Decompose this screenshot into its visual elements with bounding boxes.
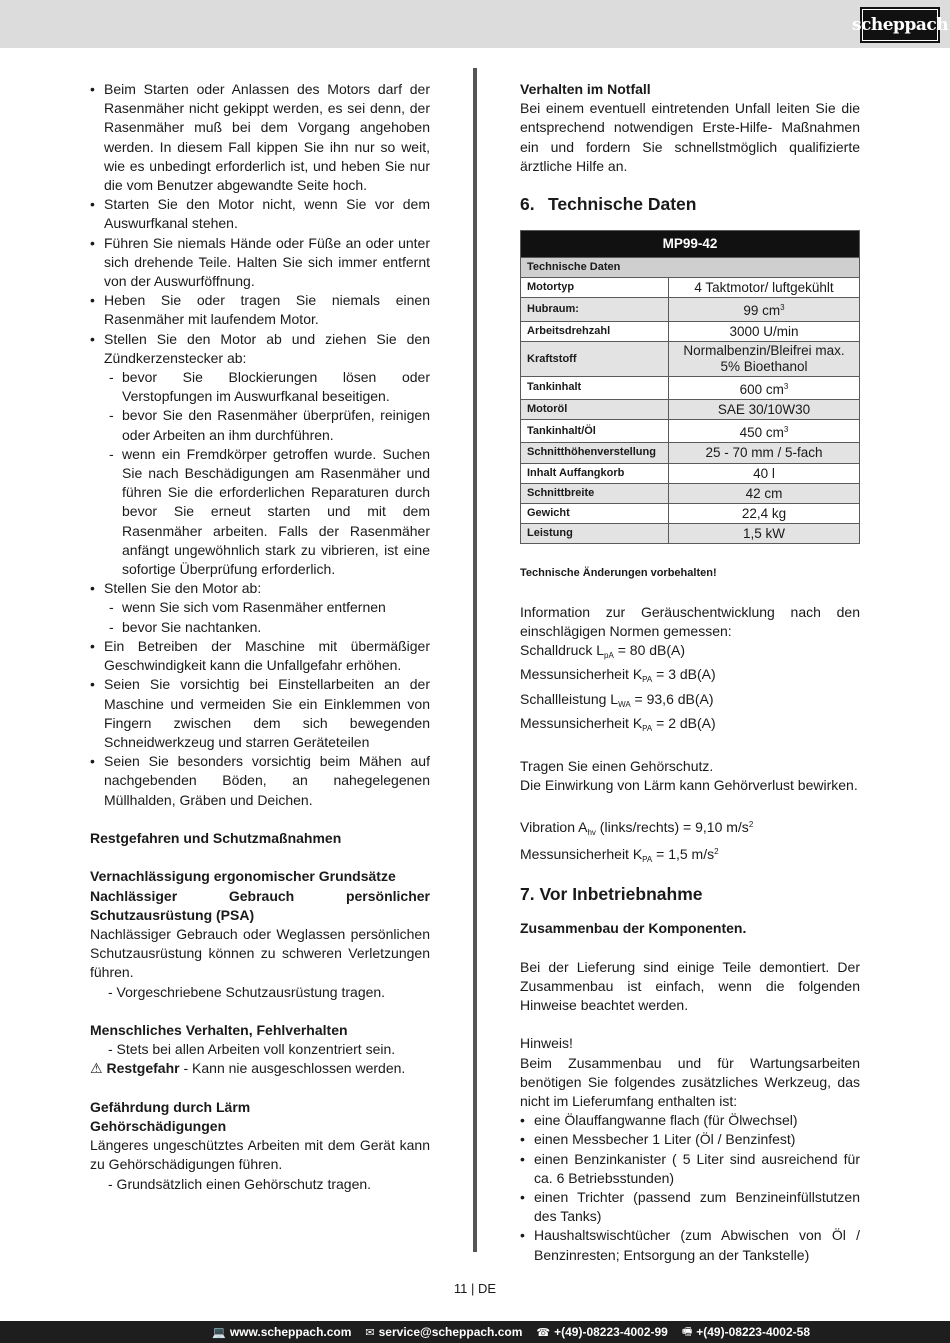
sub-list-item: - bevor Sie nachtanken. (104, 618, 430, 637)
sub-list-item: - wenn Sie sich vom Rasenmäher entfernen (104, 598, 430, 617)
hint-text: Beim Zusammenbau und für Wartungsarbeiten benötigen Sie folgendes zusätzliches Werkzeug, das nicht im Lieferumfang enthalten ist: (520, 1054, 860, 1110)
noise-instruction: - Grundsätzlich einen Gehörschutz tragen. (108, 1175, 372, 1192)
list-item: • einen Benzinkanister ( 5 Liter sind ausreichend für ca. 6 Betriebsstunden) (520, 1150, 860, 1188)
footer-fax: 🖷 +(49)-08223-4002-58 (682, 1323, 810, 1342)
table-row: Leistung 1,5 kW (521, 524, 860, 544)
list-item: • Stellen Sie den Motor ab und ziehen Sie den Zündkerzenstecker ab: - bevor Sie Blockierungen lösen oder Verstopfungen im Auswurfkanal beseitigen. - bevor Sie den Rasenmäher überprüfen, reinigen oder Arbeiten an ihm durchführen. - wenn ein Fremdkörper getroffen wurde. Suchen Sie nach Beschädigungen am Rasenmäher und führen Sie die erforderlichen Reparaturen durch bevor Sie erneut starten und mit dem Rasenmäher arbeiten. Falls der Rasenmäher anfängt ungewöhnlich stark zu vibrieren, ist eine sofortige Überprüfung erforderlich. (90, 330, 430, 580)
footer-email[interactable]: ✉ service@scheppach.com (365, 1325, 523, 1339)
table-row: Gewicht 22,4 kg (521, 504, 860, 524)
ergonomics-heading: Vernachlässigung ergonomischer Grundsätze (90, 868, 396, 885)
table-row: Motoröl SAE 30/10W30 (521, 400, 860, 420)
table-row: Tankinhalt 600 $cm^3$ (521, 376, 860, 399)
human-behaviour-heading: Menschliches Verhalten, Fehlverhalten (90, 1021, 348, 1038)
measurement-line: Schallleistung $L_{WA} = 93,6$ dB(A) (520, 690, 714, 709)
list-item: • eine Ölauffangwanne flach (für Ölwechsel) (520, 1111, 860, 1130)
human-behaviour-instruction: - Stets bei allen Arbeiten voll konzentriert sein. (108, 1041, 396, 1058)
measurement-line: Schalldruck $L_{pA} = 80$ dB(A) (520, 642, 686, 661)
psa-heading: Nachlässiger Gebrauch persönlicher Schutzausrüstung (PSA) (90, 887, 430, 923)
sub-list (104, 368, 430, 579)
measurement-line: Messunsicherheit $K_{PA} = 3$ dB(A) (520, 666, 716, 685)
vibration-uncertainty-line: Messunsicherheit $K_{PA} = 1,5$ $m/s^2$ (520, 846, 719, 865)
hearing-protection-text: Tragen Sie einen Gehörschutz. (520, 758, 714, 775)
list-item: • Starten Sie den Motor nicht, wenn Sie vor dem Auswurfkanal stehen. (90, 195, 430, 233)
tech-changes-note: Technische Änderungen vorbehalten! (520, 567, 717, 580)
sub-list (104, 598, 430, 636)
scheppach-logo: scheppach (860, 7, 940, 43)
table-row: Motortyp 4 Taktmotor/ luftgekühlt (521, 278, 860, 298)
psa-text: Nachlässiger Gebrauch oder Weglassen persönlichen Schutzausrüstung können zu schweren Verletzungen führen. (90, 925, 430, 981)
fax-icon: 🖷 (681, 1325, 693, 1338)
warning-triangle-icon: ⚠ (90, 1060, 103, 1077)
table-title: MP99-42 (521, 231, 860, 258)
list-item: • Beim Starten oder Anlassen des Motors darf der Rasenmäher nicht gekippt werden, es sei denn, der Rasenmäher muß bei dem Vorgang angehoben werden. In diesem Fall kippen Sie ihn nur so weit, wie es unbedingt erforderlich ist, und heben Sie nur die vom Benutzer abgewandte Seite hoch. (90, 80, 430, 195)
residual-risk-line: ⚠ Restgefahr - Kann nie ausgeschlossen werden. (90, 1060, 406, 1077)
list-item: • Stellen Sie den Motor ab: - wenn Sie sich vom Rasenmäher entfernen - bevor Sie nachtanken. (90, 579, 430, 637)
hearing-damage-heading: Gehörschädigungen (90, 1117, 227, 1134)
list-item: • Ein Betreiben der Maschine mit übermäßiger Geschwindigkeit kann die Unfallgefahr erhöhen. (90, 637, 430, 675)
measurement-line: Messunsicherheit $K_{PA} = 2$ dB(A) (520, 714, 716, 733)
phone-icon: ☎ (536, 1326, 551, 1339)
table-row: Inhalt Auffangkorb 40 l (521, 463, 860, 483)
list-item: • einen Messbecher 1 Liter (Öl / Benzinfest) (520, 1130, 860, 1149)
table-row: Schnittbreite 42 cm (521, 483, 860, 503)
list-item: • Seien Sie besonders vorsichtig beim Mähen auf nachgebenden Böden, an nahegelegenen Müllhalden, Gräben und Deichen. (90, 752, 430, 810)
sub-list-item: - bevor Sie Blockierungen lösen oder Verstopfungen im Auswurfkanal beseitigen. (104, 368, 430, 406)
header-bar (0, 0, 950, 48)
sub-list-item: - bevor Sie den Rasenmäher überprüfen, reinigen oder Arbeiten an ihm durchführen. (104, 406, 430, 444)
table-row: Kraftstoff Normalbenzin/Bleifrei max. 5% Bioethanol (521, 341, 860, 376)
footer-phone: ☎ +(49)-08223-4002-99 (536, 1325, 668, 1339)
technical-data-table (520, 230, 860, 544)
computer-icon: 💻 (212, 1326, 226, 1339)
list-item: • einen Trichter (passend zum Benzineinfüllstutzen des Tanks) (520, 1188, 860, 1226)
section-6-heading: 6. Technische Daten (520, 194, 697, 215)
left-column (90, 80, 430, 1194)
table-row: Arbeitsdrehzahl 3000 U/min (521, 321, 860, 341)
vibration-line: Vibration $A_{hv}$ (links/rechts) = 9,10 $m/s^2$ (520, 818, 754, 837)
noise-hazard-heading: Gefährdung durch Lärm (90, 1098, 251, 1115)
mail-icon: ✉ (365, 1326, 375, 1339)
list-item: • Heben Sie oder tragen Sie niemals einen Rasenmäher mit laufendem Motor. (90, 291, 430, 329)
list-item: • Haushaltswischtücher (zum Abwischen von Öl / Benzinresten; Entsorgung an der Tankstelle) (520, 1226, 860, 1264)
assembly-text: Bei der Lieferung sind einige Teile demontiert. Der Zusammenbau ist einfach, wenn die folgenden Hinweise beachtet werden. (520, 958, 860, 1014)
residual-risks-heading: Restgefahren und Schutzmaßnahmen (90, 829, 342, 846)
noise-effect-text: Die Einwirkung von Lärm kann Gehörverlust bewirken. (520, 777, 858, 794)
section-7-heading: 7. Vor Inbetriebnahme (520, 884, 703, 905)
footer-website[interactable]: 💻 www.scheppach.com (212, 1325, 352, 1339)
table-row: Schnitthöhenverstellung 25 - 70 mm / 5-fach (521, 443, 860, 463)
sub-list-item: - wenn ein Fremdkörper getroffen wurde. Suchen Sie nach Beschädigungen am Rasenmäher und führen Sie die erforderlichen Reparaturen durch bevor Sie erneut starten und mit dem Rasenmäher arbeiten. Falls der Rasenmäher anfängt ungewöhnlich stark zu vibrieren, ist eine sofortige Überprüfung erforderlich. (104, 445, 430, 579)
list-item: • Seien Sie vorsichtig bei Einstellarbeiten an der Maschine und vermeiden Sie ein Einklemmen von Fingern zwischen dem sich bewegenden Schneidwerkzeug und starren Geräteteilen (90, 675, 430, 752)
footer-bar (0, 1321, 950, 1343)
table-header: Technische Daten (521, 258, 860, 278)
psa-instruction: - Vorgeschriebene Schutzausrüstung tragen. (108, 983, 386, 1000)
assembly-heading: Zusammenbau der Komponenten. (520, 920, 747, 937)
column-divider (473, 68, 477, 1252)
emergency-text: Bei einem eventuell eintretenden Unfall leiten Sie die entsprechend notwendigen Erste-Hilfe- Maßnahmen ein und fordern Sie schnellstmöglich qualifizierte ärztliche Hilfe an. (520, 100, 860, 174)
hint-title: Hinweis! (520, 1035, 573, 1052)
page-number: 11 | DE (453, 1281, 497, 1296)
tools-list (520, 1111, 860, 1265)
safety-bullet-list (90, 80, 430, 810)
list-item: • Führen Sie niemals Hände oder Füße an oder unter sich drehende Teile. Halten Sie sich immer entfernt von der Auswurföffnung. (90, 234, 430, 292)
right-column (520, 80, 860, 1265)
emergency-heading: Verhalten im Notfall (520, 81, 651, 97)
noise-text: Längeres ungeschütztes Arbeiten mit dem Gerät kann zu Gehörschädigungen führen. (90, 1137, 430, 1173)
table-row: Hubraum: 99 $cm^3$ (521, 298, 860, 321)
table-row: Tankinhalt/Öl 450 $cm^3$ (521, 420, 860, 443)
noise-info-text: Information zur Geräuschentwicklung nach den einschlägigen Normen gemessen: (520, 603, 860, 640)
